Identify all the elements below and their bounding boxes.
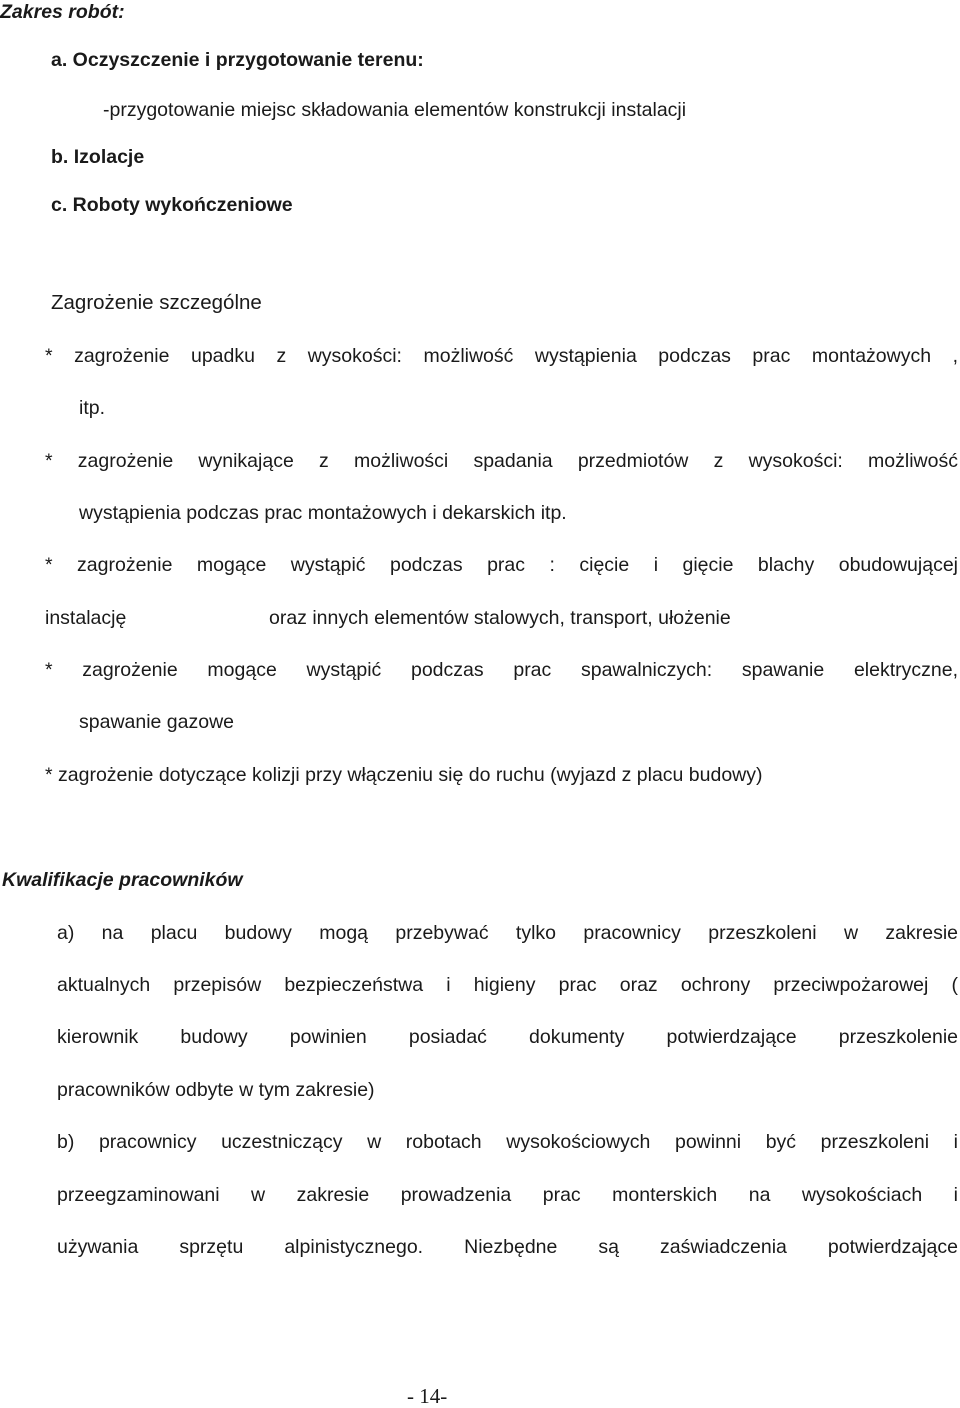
qualification-a-line-4: pracowników odbyte w tym zakresie): [57, 1079, 375, 1101]
qualification-a-line-3: kierownik budowy powinien posiadać dokumenty potwierdzające przeszkolenie: [57, 1026, 958, 1048]
scope-item-b: b. Izolacje: [51, 146, 145, 168]
qualification-b-line-2: przeegzaminowani w zakresie prowadzenia prac monterskich na wysokościach i: [57, 1184, 958, 1206]
hazard-3-line-1: * zagrożenie mogące wystąpić podczas prac : cięcie i gięcie blachy obudowującej: [45, 554, 958, 576]
hazard-2-line-2: wystąpienia podczas prac montażowych i dekarskich itp.: [79, 502, 567, 524]
qualifications-heading: Kwalifikacje pracowników: [2, 869, 243, 891]
scope-heading: Zakres robót:: [0, 1, 125, 23]
hazards-heading: Zagrożenie szczególne: [51, 291, 262, 314]
hazard-3-line-2-end: oraz innych elementów stalowych, transport, ułożenie: [269, 607, 731, 629]
qualification-b-line-3: używania sprzętu alpinistycznego. Niezbędne są zaświadczenia potwierdzające: [57, 1236, 958, 1258]
scope-item-a: a. Oczyszczenie i przygotowanie terenu:: [51, 49, 424, 71]
scope-item-a-sub: -przygotowanie miejsc składowania elementów konstrukcji instalacji: [103, 99, 687, 121]
hazard-1-line-1: * zagrożenie upadku z wysokości: możliwość wystąpienia podczas prac montażowych ,: [45, 345, 958, 367]
qualification-a-line-2: aktualnych przepisów bezpieczeństwa i higieny prac oraz ochrony przeciwpożarowej (: [57, 974, 958, 996]
hazard-2-line-1: * zagrożenie wynikające z możliwości spadania przedmiotów z wysokości: możliwość: [45, 450, 958, 472]
hazard-4-line-1: * zagrożenie mogące wystąpić podczas prac spawalniczych: spawanie elektryczne,: [45, 659, 958, 681]
qualification-a-line-1: a) na placu budowy mogą przebywać tylko pracownicy przeszkoleni w zakresie: [57, 922, 958, 944]
scope-item-c: c. Roboty wykończeniowe: [51, 194, 293, 216]
qualification-b-line-1: b) pracownicy uczestniczący w robotach wysokościowych powinni być przeszkoleni i: [57, 1131, 958, 1153]
hazard-1-line-2: itp.: [79, 397, 106, 419]
hazard-4-line-2: spawanie gazowe: [79, 711, 235, 733]
hazard-3-line-2-start: instalację: [45, 607, 127, 629]
page-number: - 14-: [407, 1384, 448, 1408]
hazard-5-line-1: * zagrożenie dotyczące kolizji przy włączeniu się do ruchu (wyjazd z placu budowy): [45, 764, 763, 786]
